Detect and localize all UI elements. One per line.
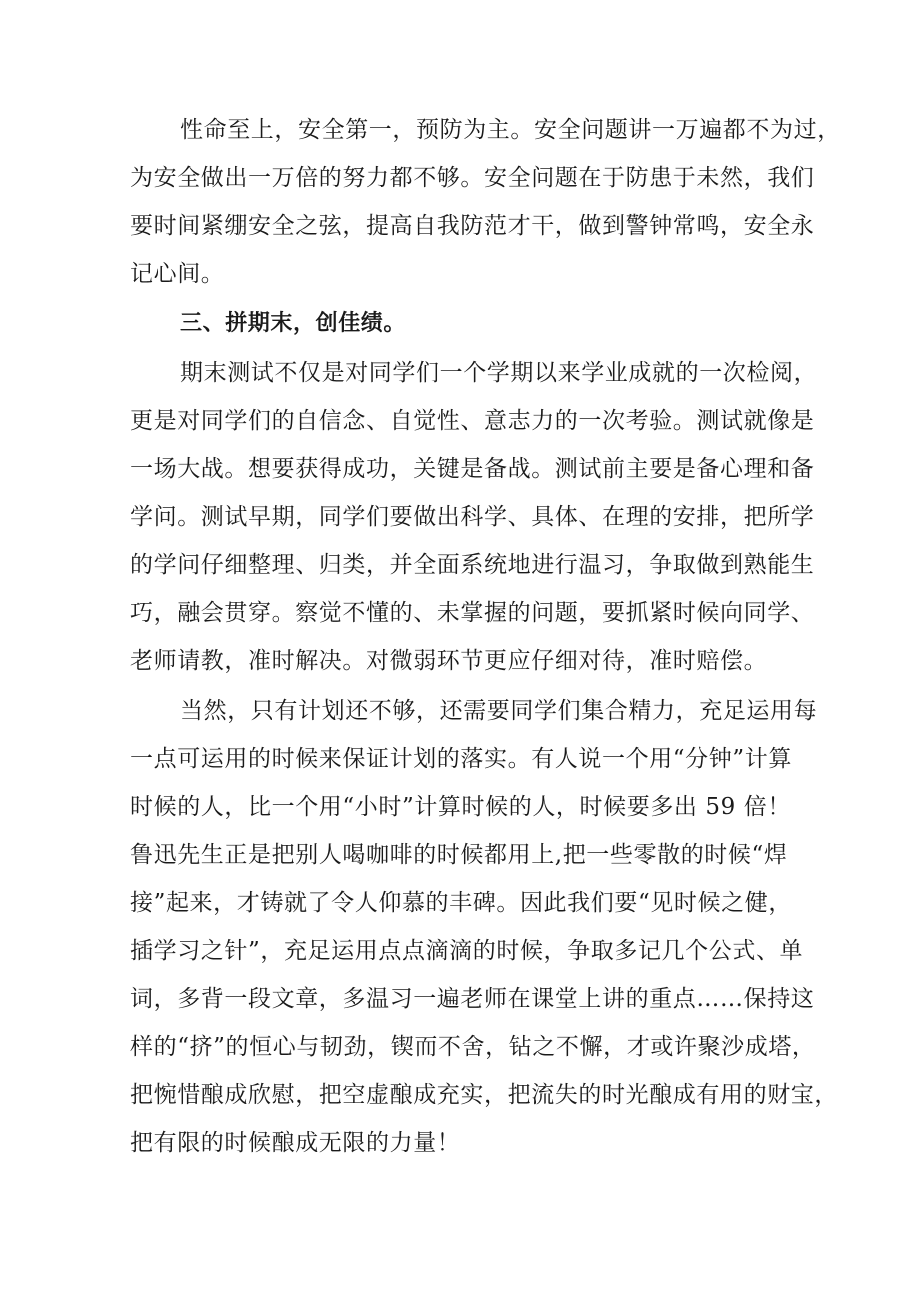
paragraph-3-line-3: 时候的人，比一个用“小时”计算时候的人，时候要多出 59 倍！ [130,794,792,820]
paragraph-2-line-1: 期末测试不仅是对同学们一个学期以来学业成就的一次检阅， [180,360,818,386]
paragraph-3-line-9: 把惋惜酿成欣慰，把空虚酿成充实，把流失的时光酿成有用的财宝， [130,1082,838,1108]
paragraph-3-line-5: 接”起来，才铸就了令人仰慕的丰碑。因此我们要“见时候之健， [130,890,792,916]
paragraph-3-line-2: 一点可运用的时候来保证计划的落实。有人说一个用“分钟”计算 [130,746,792,772]
paragraph-3-line-1: 当然，只有计划还不够，还需要同学们集合精力，充足运用每 [180,698,818,724]
paragraph-3-line-10: 把有限的时候酿成无限的力量！ [130,1130,461,1156]
paragraph-2-line-3: 一场大战。想要获得成功，关键是备战。测试前主要是备心理和备 [130,456,815,482]
paragraph-2-line-5: 的学问仔细整理、归类，并全面系统地进行温习，争取做到熟能生 [130,552,815,578]
section-heading: 三、拼期末，创佳绩。 [180,311,407,336]
paragraph-2-line-6: 巧，融会贯穿。察觉不懂的、未掌握的问题，要抓紧时候向同学、 [130,600,815,626]
paragraph-1-line-4: 记心间。 [130,261,225,287]
paragraph-3-line-7: 词，多背一段文章，多温习一遍老师在课堂上讲的重点……保持这 [130,986,815,1012]
paragraph-2-line-2: 更是对同学们的自信念、自觉性、意志力的一次考验。测试就像是 [130,408,815,434]
paragraph-1-line-1: 性命至上，安全第一，预防为主。安全问题讲一万遍都不为过， [180,117,841,143]
paragraph-1-line-2: 为安全做出一万倍的努力都不够。安全问题在于防患于未然，我们 [130,165,815,191]
paragraph-1-line-3: 要时间紧绷安全之弦，提高自我防范才干，做到警钟常鸣，安全永 [130,213,815,239]
paragraph-3-line-4: 鲁迅先生正是把别人喝咖啡的时候都用上,把一些零散的时候“焊 [130,842,788,868]
paragraph-3-line-6: 插学习之针”，充足运用点点滴滴的时候，争取多记几个公式、单 [130,938,804,964]
paragraph-3-line-8: 样的“挤”的恒心与韧劲，锲而不舍，钻之不懈，才或许聚沙成塔， [130,1034,816,1060]
paragraph-2-line-4: 学问。测试早期，同学们要做出科学、具体、在理的安排，把所学 [130,504,815,530]
paragraph-2-line-7: 老师请教，准时解决。对微弱环节更应仔细对待，准时赔偿。 [130,648,768,674]
